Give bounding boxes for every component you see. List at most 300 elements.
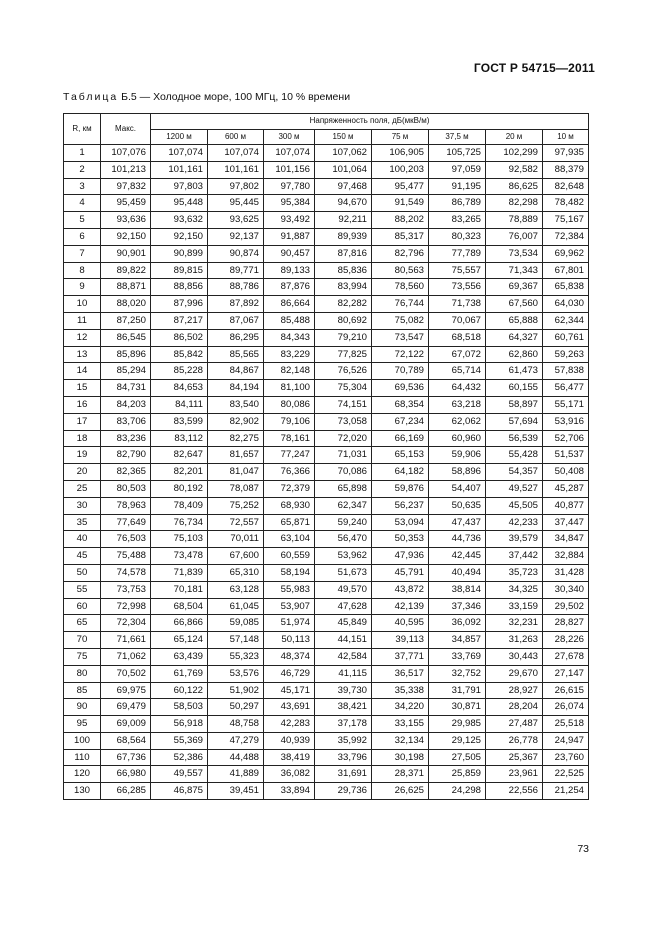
- value-cell: 82,796: [372, 245, 429, 262]
- value-cell: 64,432: [429, 380, 486, 397]
- value-cell: 28,226: [543, 632, 589, 649]
- value-cell: 88,786: [208, 279, 264, 296]
- header-max: Макс.: [101, 114, 151, 145]
- max-cell: 66,980: [101, 766, 151, 783]
- value-cell: 87,217: [151, 312, 208, 329]
- value-cell: 48,758: [208, 716, 264, 733]
- value-cell: 78,560: [372, 279, 429, 296]
- value-cell: 87,816: [315, 245, 372, 262]
- value-cell: 80,323: [429, 228, 486, 245]
- max-cell: 88,871: [101, 279, 151, 296]
- value-cell: 25,518: [543, 716, 589, 733]
- max-cell: 97,832: [101, 178, 151, 195]
- table-row: [64, 413, 589, 430]
- value-cell: 75,167: [543, 212, 589, 229]
- value-cell: 50,113: [264, 632, 315, 649]
- value-cell: 34,857: [429, 632, 486, 649]
- value-cell: 51,974: [264, 615, 315, 632]
- distance-cell: 65: [64, 615, 101, 632]
- value-cell: 55,428: [486, 447, 543, 464]
- value-cell: 58,503: [151, 699, 208, 716]
- value-cell: 53,907: [264, 598, 315, 615]
- table-row: [64, 262, 589, 279]
- value-cell: 39,113: [372, 632, 429, 649]
- max-cell: 89,822: [101, 262, 151, 279]
- max-cell: 85,896: [101, 346, 151, 363]
- value-cell: 82,148: [264, 363, 315, 380]
- max-cell: 72,998: [101, 598, 151, 615]
- value-cell: 30,443: [486, 648, 543, 665]
- table-row: [64, 396, 589, 413]
- value-cell: 86,625: [486, 178, 543, 195]
- value-cell: 92,150: [151, 228, 208, 245]
- value-cell: 58,194: [264, 564, 315, 581]
- distance-cell: 35: [64, 514, 101, 531]
- value-cell: 32,134: [372, 732, 429, 749]
- value-cell: 71,738: [429, 296, 486, 313]
- value-cell: 76,734: [151, 514, 208, 531]
- value-cell: 45,505: [486, 497, 543, 514]
- value-cell: 32,231: [486, 615, 543, 632]
- value-cell: 95,445: [208, 195, 264, 212]
- max-cell: 69,479: [101, 699, 151, 716]
- table-row: [64, 783, 589, 800]
- value-cell: 91,195: [429, 178, 486, 195]
- value-cell: 29,502: [543, 598, 589, 615]
- distance-cell: 3: [64, 178, 101, 195]
- max-cell: 80,503: [101, 480, 151, 497]
- value-cell: 67,801: [543, 262, 589, 279]
- value-cell: 89,133: [264, 262, 315, 279]
- table-row: [64, 632, 589, 649]
- value-cell: 75,103: [151, 531, 208, 548]
- value-cell: 60,761: [543, 329, 589, 346]
- value-cell: 37,771: [372, 648, 429, 665]
- max-cell: 68,564: [101, 732, 151, 749]
- table-row: [64, 682, 589, 699]
- value-cell: 31,691: [315, 766, 372, 783]
- value-cell: 43,872: [372, 581, 429, 598]
- distance-cell: 8: [64, 262, 101, 279]
- value-cell: 65,898: [315, 480, 372, 497]
- max-cell: 101,213: [101, 161, 151, 178]
- header-height: 600 м: [208, 129, 264, 145]
- value-cell: 49,570: [315, 581, 372, 598]
- value-cell: 97,780: [264, 178, 315, 195]
- value-cell: 63,218: [429, 396, 486, 413]
- value-cell: 70,086: [315, 464, 372, 481]
- value-cell: 78,161: [264, 430, 315, 447]
- distance-cell: 130: [64, 783, 101, 800]
- value-cell: 87,892: [208, 296, 264, 313]
- value-cell: 71,343: [486, 262, 543, 279]
- value-cell: 87,067: [208, 312, 264, 329]
- value-cell: 47,628: [315, 598, 372, 615]
- header-height: 10 м: [543, 129, 589, 145]
- value-cell: 74,151: [315, 396, 372, 413]
- value-cell: 24,947: [543, 732, 589, 749]
- value-cell: 62,860: [486, 346, 543, 363]
- value-cell: 41,889: [208, 766, 264, 783]
- max-cell: 74,578: [101, 564, 151, 581]
- value-cell: 30,340: [543, 581, 589, 598]
- table-row: [64, 430, 589, 447]
- value-cell: 46,729: [264, 665, 315, 682]
- value-cell: 61,769: [151, 665, 208, 682]
- distance-cell: 2: [64, 161, 101, 178]
- value-cell: 70,181: [151, 581, 208, 598]
- value-cell: 59,876: [372, 480, 429, 497]
- value-cell: 85,228: [151, 363, 208, 380]
- value-cell: 101,161: [208, 161, 264, 178]
- table-row: [64, 178, 589, 195]
- value-cell: 73,556: [429, 279, 486, 296]
- value-cell: 49,557: [151, 766, 208, 783]
- distance-cell: 12: [64, 329, 101, 346]
- value-cell: 52,386: [151, 749, 208, 766]
- table-row: [64, 699, 589, 716]
- value-cell: 25,859: [429, 766, 486, 783]
- value-cell: 82,275: [208, 430, 264, 447]
- value-cell: 56,539: [486, 430, 543, 447]
- value-cell: 107,074: [264, 145, 315, 162]
- value-cell: 63,128: [208, 581, 264, 598]
- value-cell: 55,171: [543, 396, 589, 413]
- max-cell: 85,294: [101, 363, 151, 380]
- value-cell: 90,899: [151, 245, 208, 262]
- value-cell: 53,094: [372, 514, 429, 531]
- value-cell: 86,295: [208, 329, 264, 346]
- value-cell: 82,647: [151, 447, 208, 464]
- value-cell: 83,229: [264, 346, 315, 363]
- value-cell: 65,153: [372, 447, 429, 464]
- table-row: [64, 480, 589, 497]
- value-cell: 42,584: [315, 648, 372, 665]
- value-cell: 107,074: [151, 145, 208, 162]
- table-caption-text: Б.5 — Холодное море, 100 МГц, 10 % времени: [118, 91, 351, 103]
- distance-cell: 110: [64, 749, 101, 766]
- distance-cell: 45: [64, 548, 101, 565]
- table-row: [64, 312, 589, 329]
- value-cell: 77,247: [264, 447, 315, 464]
- value-cell: 97,468: [315, 178, 372, 195]
- value-cell: 90,874: [208, 245, 264, 262]
- table-caption-lead: Таблица: [63, 91, 119, 103]
- value-cell: 66,169: [372, 430, 429, 447]
- header-height: 37,5 м: [429, 129, 486, 145]
- distance-cell: 95: [64, 716, 101, 733]
- distance-cell: 100: [64, 732, 101, 749]
- value-cell: 33,894: [264, 783, 315, 800]
- value-cell: 42,283: [264, 716, 315, 733]
- value-cell: 50,297: [208, 699, 264, 716]
- value-cell: 46,875: [151, 783, 208, 800]
- value-cell: 63,104: [264, 531, 315, 548]
- max-cell: 83,706: [101, 413, 151, 430]
- value-cell: 69,962: [543, 245, 589, 262]
- value-cell: 97,935: [543, 145, 589, 162]
- max-cell: 77,649: [101, 514, 151, 531]
- max-cell: 78,963: [101, 497, 151, 514]
- field-strength-table: [63, 113, 589, 800]
- value-cell: 89,771: [208, 262, 264, 279]
- value-cell: 67,072: [429, 346, 486, 363]
- value-cell: 37,442: [486, 548, 543, 565]
- value-cell: 59,906: [429, 447, 486, 464]
- value-cell: 87,996: [151, 296, 208, 313]
- value-cell: 81,657: [208, 447, 264, 464]
- max-cell: 92,150: [101, 228, 151, 245]
- value-cell: 82,902: [208, 413, 264, 430]
- max-cell: 95,459: [101, 195, 151, 212]
- distance-cell: 50: [64, 564, 101, 581]
- value-cell: 101,064: [315, 161, 372, 178]
- value-cell: 24,298: [429, 783, 486, 800]
- value-cell: 85,842: [151, 346, 208, 363]
- value-cell: 69,536: [372, 380, 429, 397]
- table-caption: [63, 91, 350, 103]
- value-cell: 73,534: [486, 245, 543, 262]
- max-cell: 71,062: [101, 648, 151, 665]
- distance-cell: 10: [64, 296, 101, 313]
- value-cell: 54,407: [429, 480, 486, 497]
- value-cell: 26,615: [543, 682, 589, 699]
- value-cell: 33,159: [486, 598, 543, 615]
- value-cell: 83,994: [315, 279, 372, 296]
- value-cell: 27,147: [543, 665, 589, 682]
- value-cell: 57,148: [208, 632, 264, 649]
- value-cell: 67,560: [486, 296, 543, 313]
- page-number: 73: [577, 843, 589, 855]
- value-cell: 30,198: [372, 749, 429, 766]
- value-cell: 77,789: [429, 245, 486, 262]
- value-cell: 31,428: [543, 564, 589, 581]
- value-cell: 51,537: [543, 447, 589, 464]
- value-cell: 68,354: [372, 396, 429, 413]
- value-cell: 65,714: [429, 363, 486, 380]
- value-cell: 87,876: [264, 279, 315, 296]
- max-cell: 71,661: [101, 632, 151, 649]
- value-cell: 26,074: [543, 699, 589, 716]
- value-cell: 22,556: [486, 783, 543, 800]
- table-row: [64, 447, 589, 464]
- value-cell: 92,137: [208, 228, 264, 245]
- table-row: [64, 716, 589, 733]
- value-cell: 97,803: [151, 178, 208, 195]
- table-row: [64, 296, 589, 313]
- value-cell: 68,518: [429, 329, 486, 346]
- value-cell: 21,254: [543, 783, 589, 800]
- value-cell: 107,062: [315, 145, 372, 162]
- distance-cell: 11: [64, 312, 101, 329]
- value-cell: 31,263: [486, 632, 543, 649]
- value-cell: 79,106: [264, 413, 315, 430]
- value-cell: 84,111: [151, 396, 208, 413]
- distance-cell: 55: [64, 581, 101, 598]
- max-cell: 75,488: [101, 548, 151, 565]
- value-cell: 33,155: [372, 716, 429, 733]
- value-cell: 64,327: [486, 329, 543, 346]
- value-cell: 38,814: [429, 581, 486, 598]
- value-cell: 34,847: [543, 531, 589, 548]
- value-cell: 93,632: [151, 212, 208, 229]
- value-cell: 95,384: [264, 195, 315, 212]
- value-cell: 50,353: [372, 531, 429, 548]
- value-cell: 75,252: [208, 497, 264, 514]
- value-cell: 82,648: [543, 178, 589, 195]
- value-cell: 52,706: [543, 430, 589, 447]
- value-cell: 72,379: [264, 480, 315, 497]
- value-cell: 91,549: [372, 195, 429, 212]
- value-cell: 78,409: [151, 497, 208, 514]
- distance-cell: 40: [64, 531, 101, 548]
- value-cell: 34,220: [372, 699, 429, 716]
- table-row: [64, 279, 589, 296]
- value-cell: 85,488: [264, 312, 315, 329]
- table-row: [64, 564, 589, 581]
- table-body: [64, 145, 589, 800]
- distance-cell: 16: [64, 396, 101, 413]
- value-cell: 29,985: [429, 716, 486, 733]
- value-cell: 59,263: [543, 346, 589, 363]
- value-cell: 88,856: [151, 279, 208, 296]
- table-row: [64, 648, 589, 665]
- value-cell: 92,211: [315, 212, 372, 229]
- max-cell: 82,365: [101, 464, 151, 481]
- max-cell: 66,285: [101, 783, 151, 800]
- value-cell: 27,678: [543, 648, 589, 665]
- value-cell: 45,171: [264, 682, 315, 699]
- value-cell: 84,867: [208, 363, 264, 380]
- value-cell: 60,960: [429, 430, 486, 447]
- value-cell: 33,796: [315, 749, 372, 766]
- value-cell: 53,962: [315, 548, 372, 565]
- value-cell: 97,802: [208, 178, 264, 195]
- value-cell: 65,838: [543, 279, 589, 296]
- distance-cell: 30: [64, 497, 101, 514]
- value-cell: 72,557: [208, 514, 264, 531]
- distance-cell: 90: [64, 699, 101, 716]
- max-cell: 87,250: [101, 312, 151, 329]
- value-cell: 44,151: [315, 632, 372, 649]
- value-cell: 27,487: [486, 716, 543, 733]
- value-cell: 57,838: [543, 363, 589, 380]
- value-cell: 73,478: [151, 548, 208, 565]
- value-cell: 47,936: [372, 548, 429, 565]
- value-cell: 40,939: [264, 732, 315, 749]
- value-cell: 55,323: [208, 648, 264, 665]
- value-cell: 49,527: [486, 480, 543, 497]
- value-cell: 78,482: [543, 195, 589, 212]
- value-cell: 45,791: [372, 564, 429, 581]
- value-cell: 84,653: [151, 380, 208, 397]
- value-cell: 102,299: [486, 145, 543, 162]
- value-cell: 95,477: [372, 178, 429, 195]
- value-cell: 41,115: [315, 665, 372, 682]
- value-cell: 86,789: [429, 195, 486, 212]
- value-cell: 54,357: [486, 464, 543, 481]
- max-cell: 76,503: [101, 531, 151, 548]
- value-cell: 45,849: [315, 615, 372, 632]
- distance-cell: 75: [64, 648, 101, 665]
- value-cell: 50,635: [429, 497, 486, 514]
- value-cell: 51,902: [208, 682, 264, 699]
- table-row: [64, 548, 589, 565]
- value-cell: 79,210: [315, 329, 372, 346]
- distance-cell: 1: [64, 145, 101, 162]
- value-cell: 60,122: [151, 682, 208, 699]
- table-row: [64, 598, 589, 615]
- value-cell: 72,020: [315, 430, 372, 447]
- value-cell: 32,752: [429, 665, 486, 682]
- value-cell: 82,282: [315, 296, 372, 313]
- value-cell: 42,139: [372, 598, 429, 615]
- table-row: [64, 514, 589, 531]
- value-cell: 28,371: [372, 766, 429, 783]
- value-cell: 40,595: [372, 615, 429, 632]
- table-row: [64, 363, 589, 380]
- value-cell: 88,202: [372, 212, 429, 229]
- value-cell: 28,827: [543, 615, 589, 632]
- header-height: 1200 м: [151, 129, 208, 145]
- value-cell: 65,310: [208, 564, 264, 581]
- value-cell: 95,448: [151, 195, 208, 212]
- value-cell: 35,338: [372, 682, 429, 699]
- value-cell: 34,325: [486, 581, 543, 598]
- value-cell: 75,304: [315, 380, 372, 397]
- value-cell: 28,927: [486, 682, 543, 699]
- value-cell: 37,178: [315, 716, 372, 733]
- table-row: [64, 161, 589, 178]
- value-cell: 93,625: [208, 212, 264, 229]
- value-cell: 67,600: [208, 548, 264, 565]
- value-cell: 91,887: [264, 228, 315, 245]
- value-cell: 88,379: [543, 161, 589, 178]
- value-cell: 57,694: [486, 413, 543, 430]
- value-cell: 56,237: [372, 497, 429, 514]
- value-cell: 66,866: [151, 615, 208, 632]
- value-cell: 73,058: [315, 413, 372, 430]
- table-row: [64, 329, 589, 346]
- max-cell: 93,636: [101, 212, 151, 229]
- value-cell: 85,317: [372, 228, 429, 245]
- value-cell: 85,565: [208, 346, 264, 363]
- value-cell: 62,062: [429, 413, 486, 430]
- value-cell: 50,408: [543, 464, 589, 481]
- value-cell: 101,156: [264, 161, 315, 178]
- value-cell: 105,725: [429, 145, 486, 162]
- value-cell: 29,125: [429, 732, 486, 749]
- value-cell: 86,664: [264, 296, 315, 313]
- table-row: [64, 212, 589, 229]
- table-row: [64, 145, 589, 162]
- distance-cell: 18: [64, 430, 101, 447]
- value-cell: 86,502: [151, 329, 208, 346]
- table-header: [64, 114, 589, 145]
- value-cell: 107,074: [208, 145, 264, 162]
- table-row: [64, 615, 589, 632]
- value-cell: 23,760: [543, 749, 589, 766]
- value-cell: 67,234: [372, 413, 429, 430]
- value-cell: 40,877: [543, 497, 589, 514]
- value-cell: 70,789: [372, 363, 429, 380]
- value-cell: 72,384: [543, 228, 589, 245]
- value-cell: 29,736: [315, 783, 372, 800]
- value-cell: 55,983: [264, 581, 315, 598]
- value-cell: 35,723: [486, 564, 543, 581]
- distance-cell: 4: [64, 195, 101, 212]
- table-row: [64, 497, 589, 514]
